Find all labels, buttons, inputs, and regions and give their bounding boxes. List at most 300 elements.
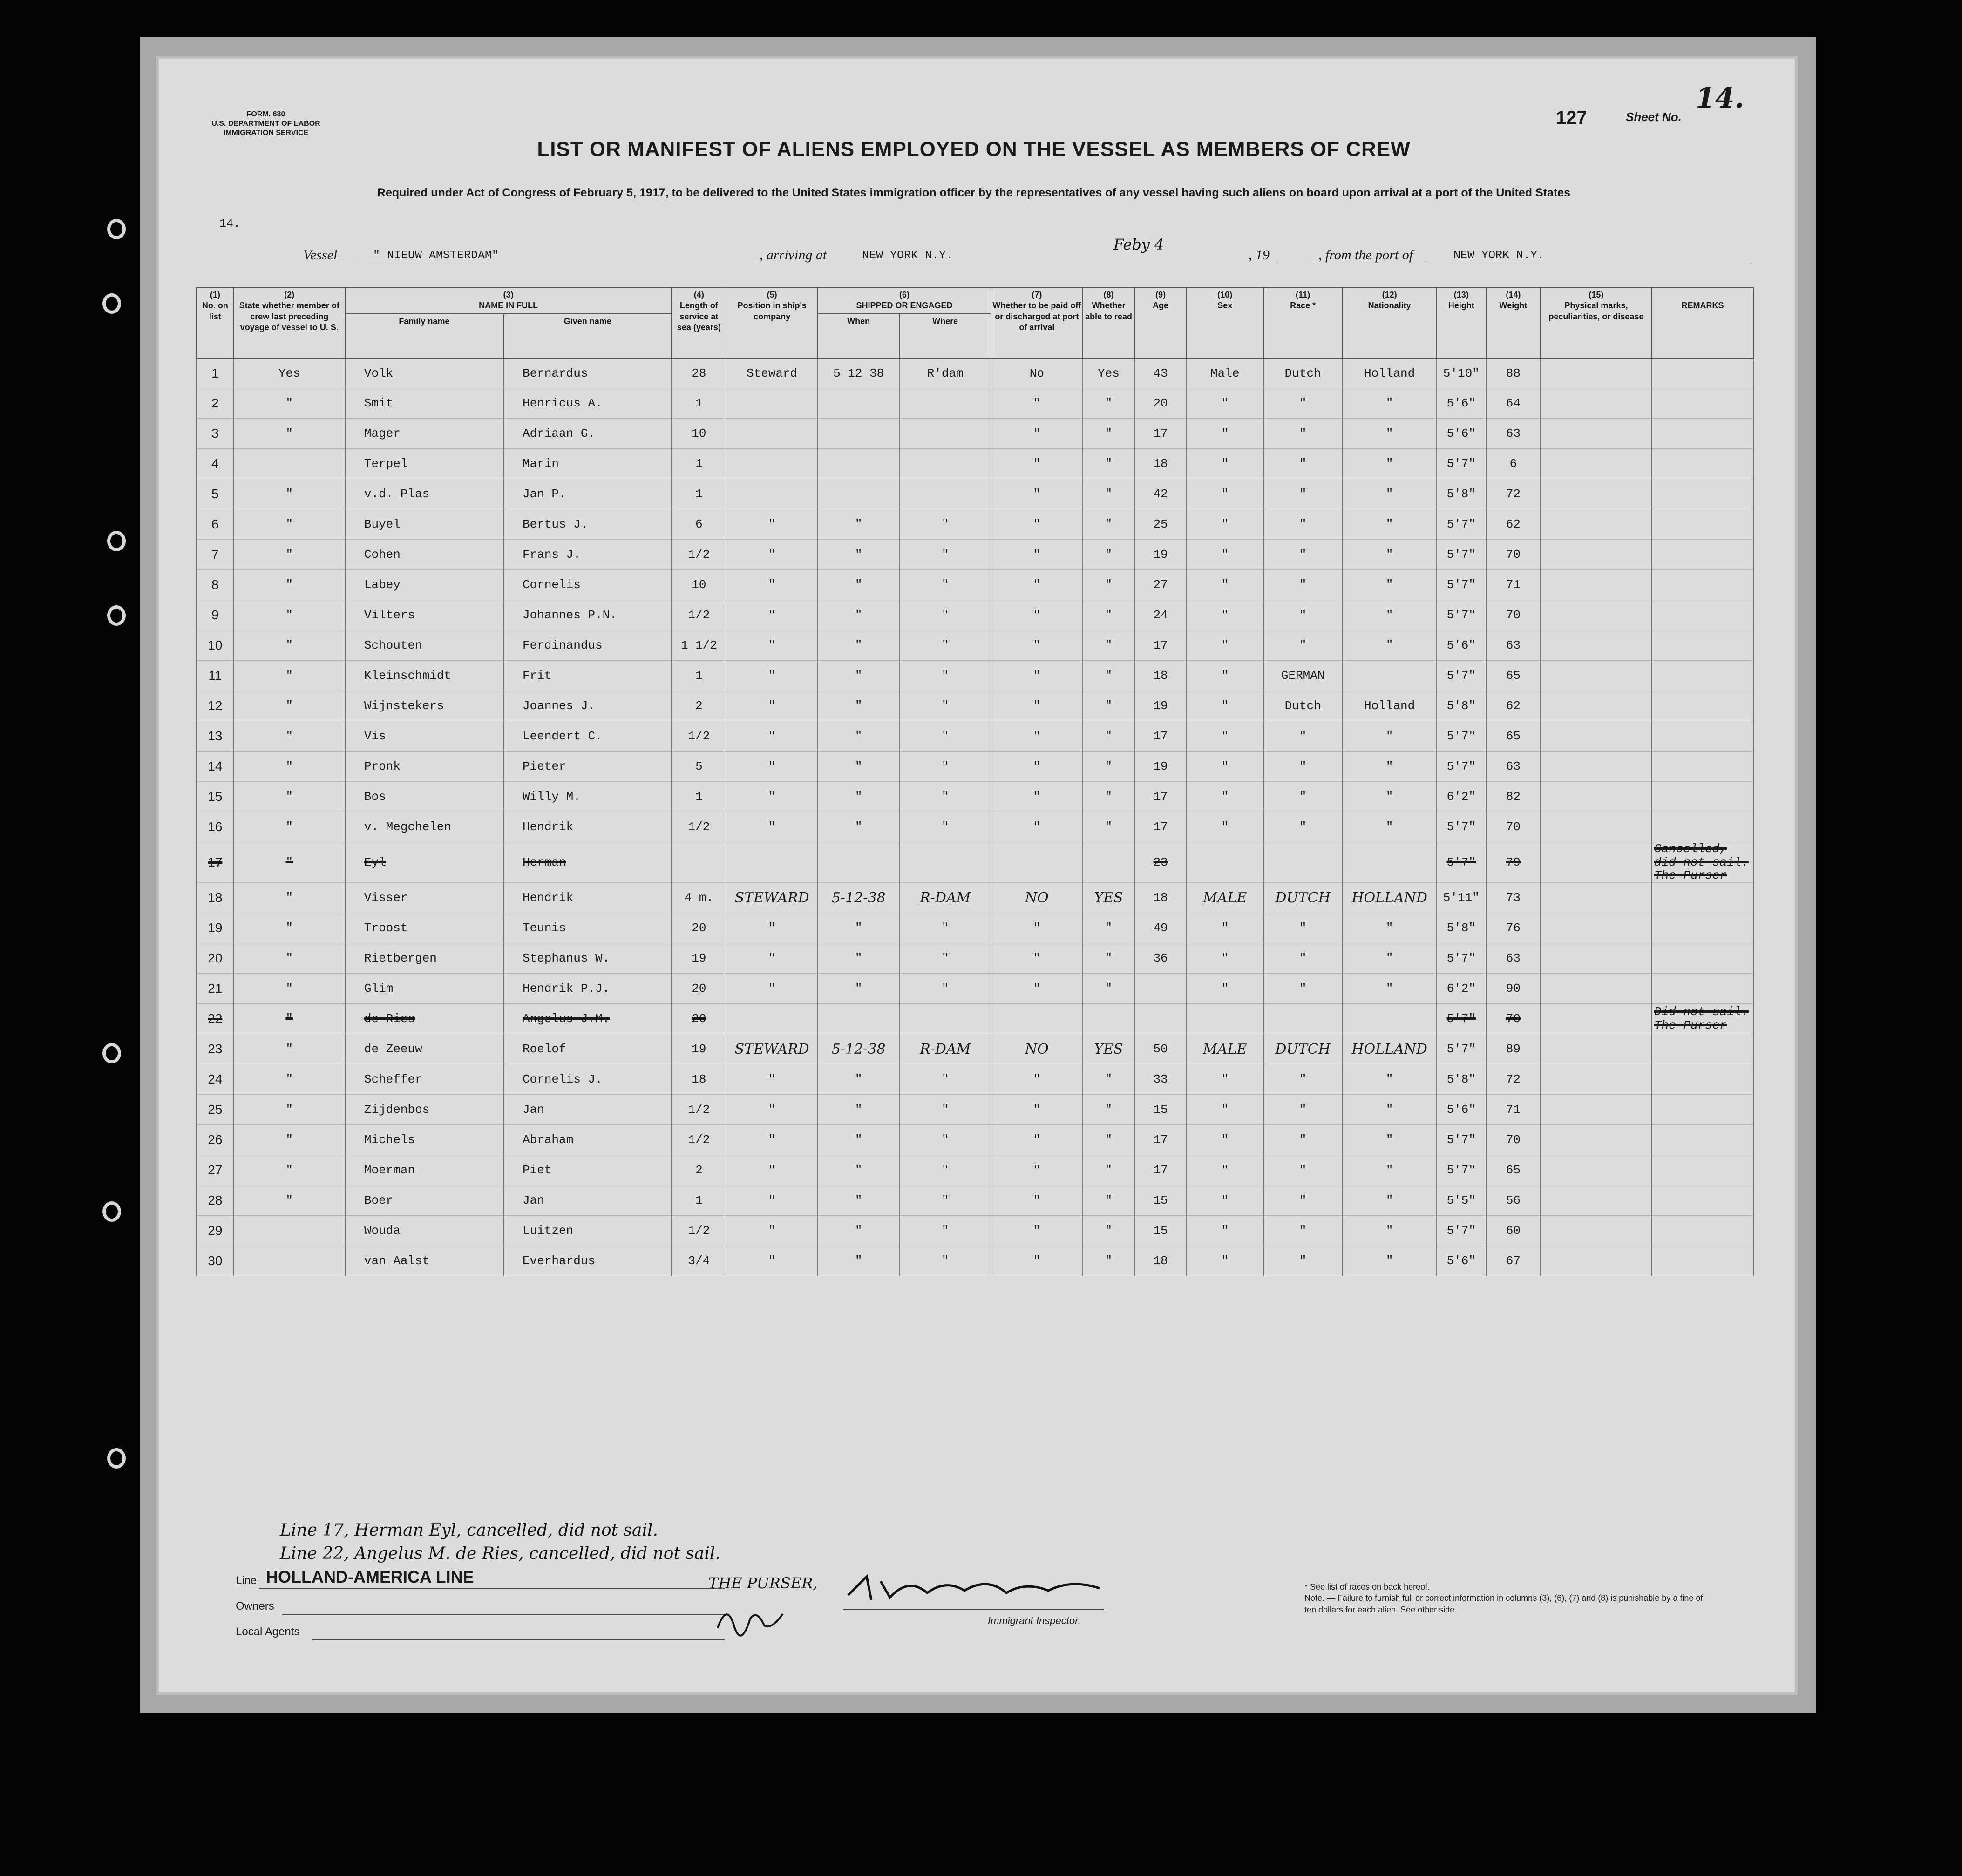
cell-row-number: 14 (197, 752, 234, 782)
cell-paid-off: " (991, 974, 1083, 1004)
cell-weight: 72 (1486, 479, 1541, 509)
cell-able-to-read: " (1083, 974, 1135, 1004)
col-header-name: (3) NAME IN FULL (345, 287, 672, 314)
cell-shipped-when: " (818, 691, 899, 721)
cell-physical-marks (1541, 1216, 1652, 1246)
cell-remarks (1652, 1125, 1753, 1155)
cell-given-name: Marin (503, 449, 672, 479)
cell-given-name: Adriaan G. (503, 419, 672, 449)
punch-hole (107, 219, 126, 239)
cell-position: " (726, 721, 818, 752)
cell-nationality: " (1343, 943, 1437, 974)
cell-service-length: 1 (672, 479, 726, 509)
col-header-position: (5) Position in ship's company (726, 287, 818, 358)
cell-family-name: Volk (345, 358, 503, 388)
cell-nationality: " (1343, 540, 1437, 570)
cell-shipped-where: " (899, 1216, 991, 1246)
cell-row-number: 9 (197, 600, 234, 630)
cell-shipped-when: 5 12 38 (818, 358, 899, 388)
cell-shipped-when: 5-12-38 (818, 1034, 899, 1064)
cell-position: " (726, 1125, 818, 1155)
line-fill-line (259, 1588, 725, 1589)
cell-position: STEWARD (726, 883, 818, 913)
cell-paid-off: " (991, 1185, 1083, 1216)
cell-shipped-where: " (899, 1125, 991, 1155)
cell-weight: 65 (1486, 1155, 1541, 1185)
cell-nationality: " (1343, 974, 1437, 1004)
cell-able-to-read: " (1083, 1155, 1135, 1185)
cell-position: " (726, 1216, 818, 1246)
cell-height: 5'6" (1437, 630, 1486, 661)
cell-height: 5'7" (1437, 1216, 1486, 1246)
cell-age (1134, 974, 1187, 1004)
cell-shipped-where: " (899, 540, 991, 570)
cell-age: 18 (1134, 883, 1187, 913)
cell-service-length: 20 (672, 1004, 726, 1034)
cell-position: STEWARD (726, 1034, 818, 1064)
cell-physical-marks (1541, 358, 1652, 388)
cell-sex (1187, 1004, 1263, 1034)
cell-given-name: Abraham (503, 1125, 672, 1155)
cell-row-number: 16 (197, 812, 234, 842)
cell-age: 25 (1134, 509, 1187, 540)
table-row (197, 782, 1753, 812)
cell-previous-voyage: " (234, 388, 345, 419)
cell-sex: " (1187, 600, 1263, 630)
cell-age (1134, 1004, 1187, 1034)
cell-family-name: Michels (345, 1125, 503, 1155)
owners-fill-line (282, 1614, 725, 1615)
cell-shipped-where: " (899, 752, 991, 782)
cell-family-name: Labey (345, 570, 503, 600)
cell-family-name: Smit (345, 388, 503, 419)
cell-row-number: 8 (197, 570, 234, 600)
cell-age: 17 (1134, 721, 1187, 752)
cell-row-number: 24 (197, 1064, 234, 1095)
cell-race: Dutch (1263, 691, 1343, 721)
cell-row-number: 25 (197, 1095, 234, 1125)
cell-position: " (726, 812, 818, 842)
cell-shipped-when (818, 1004, 899, 1034)
table-row (197, 974, 1753, 1004)
cell-row-number: 3 (197, 419, 234, 449)
cell-family-name: Zijdenbos (345, 1095, 503, 1125)
cell-given-name: Frans J. (503, 540, 672, 570)
cell-physical-marks (1541, 1034, 1652, 1064)
cell-able-to-read: " (1083, 1216, 1135, 1246)
cell-sex: " (1187, 943, 1263, 974)
cell-previous-voyage: " (234, 661, 345, 691)
cell-family-name: Wouda (345, 1216, 503, 1246)
cell-shipped-where: " (899, 630, 991, 661)
cell-row-number: 11 (197, 661, 234, 691)
cell-physical-marks (1541, 812, 1652, 842)
cell-race: " (1263, 721, 1343, 752)
cell-weight: 56 (1486, 1185, 1541, 1216)
cell-position (726, 479, 818, 509)
cell-shipped-where: " (899, 1155, 991, 1185)
cell-paid-off: " (991, 509, 1083, 540)
cell-family-name: Glim (345, 974, 503, 1004)
cell-nationality: " (1343, 1095, 1437, 1125)
cell-position (726, 449, 818, 479)
cell-previous-voyage: " (234, 1095, 345, 1125)
manifest-sheet (156, 56, 1798, 1695)
cell-race: " (1263, 540, 1343, 570)
cell-row-number: 21 (197, 974, 234, 1004)
cell-given-name: Bertus J. (503, 509, 672, 540)
vessel-label: Vessel (303, 247, 338, 263)
cell-height: 5'7" (1437, 509, 1486, 540)
cell-race: " (1263, 1246, 1343, 1276)
cell-shipped-when: " (818, 630, 899, 661)
cell-sex: " (1187, 570, 1263, 600)
cell-previous-voyage: " (234, 1185, 345, 1216)
cell-nationality: " (1343, 1185, 1437, 1216)
cell-nationality (1343, 1004, 1437, 1034)
cell-given-name: Angelus J.M. (503, 1004, 672, 1034)
col-header-paid-off: (7) Whether to be paid off or discharged at port of arrival (991, 287, 1083, 358)
cell-able-to-read: " (1083, 630, 1135, 661)
cell-able-to-read: " (1083, 1125, 1135, 1155)
cell-race (1263, 842, 1343, 883)
cell-service-length: 2 (672, 691, 726, 721)
cell-nationality: " (1343, 479, 1437, 509)
cell-shipped-when: " (818, 974, 899, 1004)
cell-position: " (726, 540, 818, 570)
cell-race: " (1263, 1155, 1343, 1185)
cell-given-name: Herman (503, 842, 672, 883)
cell-position: Steward (726, 358, 818, 388)
cell-row-number: 6 (197, 509, 234, 540)
cell-shipped-when: " (818, 1125, 899, 1155)
cell-remarks (1652, 943, 1753, 974)
cell-height: 5'6" (1437, 419, 1486, 449)
cell-weight: 62 (1486, 691, 1541, 721)
cell-nationality: " (1343, 388, 1437, 419)
cell-race: " (1263, 943, 1343, 974)
cell-able-to-read: " (1083, 509, 1135, 540)
cell-physical-marks (1541, 1185, 1652, 1216)
cell-age: 36 (1134, 943, 1187, 974)
cell-shipped-when: " (818, 1216, 899, 1246)
cell-position: " (726, 661, 818, 691)
cell-position: " (726, 1246, 818, 1276)
cell-height: 5'8" (1437, 479, 1486, 509)
cell-position: " (726, 974, 818, 1004)
cell-position: " (726, 1064, 818, 1095)
cell-service-length: 1/2 (672, 1216, 726, 1246)
cell-service-length: 1/2 (672, 721, 726, 752)
cell-row-number: 1 (197, 358, 234, 388)
cell-family-name: Bos (345, 782, 503, 812)
table-row (197, 1004, 1753, 1034)
table-row (197, 691, 1753, 721)
cell-sex: " (1187, 1064, 1263, 1095)
cell-shipped-where: " (899, 974, 991, 1004)
cell-position (726, 842, 818, 883)
table-row (197, 570, 1753, 600)
cell-position: " (726, 1185, 818, 1216)
cell-able-to-read: " (1083, 449, 1135, 479)
cell-service-length: 1 (672, 782, 726, 812)
cell-nationality: Holland (1343, 691, 1437, 721)
cell-able-to-read: " (1083, 812, 1135, 842)
purser-title: THE PURSER, (708, 1574, 818, 1592)
cell-remarks (1652, 782, 1753, 812)
cell-service-length: 3/4 (672, 1246, 726, 1276)
cell-remarks (1652, 1034, 1753, 1064)
cell-family-name: Vilters (345, 600, 503, 630)
cell-weight: 67 (1486, 1246, 1541, 1276)
cell-weight: 76 (1486, 913, 1541, 943)
cell-sex: " (1187, 752, 1263, 782)
cell-height: 5'8" (1437, 1064, 1486, 1095)
col-header-age: (9) Age (1134, 287, 1187, 358)
cell-given-name: Hendrik (503, 812, 672, 842)
cell-race: " (1263, 752, 1343, 782)
table-row (197, 419, 1753, 449)
cell-shipped-when: " (818, 600, 899, 630)
cell-able-to-read: " (1083, 752, 1135, 782)
service-name: IMMIGRATION SERVICE (223, 129, 309, 137)
cell-weight: 63 (1486, 419, 1541, 449)
col-header-previous-voyage: (2) State whether member of crew last preceding voyage of vessel to U. S. (234, 287, 345, 358)
cell-sex: " (1187, 449, 1263, 479)
cell-physical-marks (1541, 883, 1652, 913)
cell-weight: 71 (1486, 1095, 1541, 1125)
cell-age: 18 (1134, 661, 1187, 691)
cell-nationality: " (1343, 630, 1437, 661)
cell-age: 19 (1134, 540, 1187, 570)
cell-physical-marks (1541, 388, 1652, 419)
vessel-name: " NIEUW AMSTERDAM" (373, 249, 499, 262)
col-header-family-name: Family name (345, 314, 503, 358)
cell-given-name: Piet (503, 1155, 672, 1185)
cell-shipped-where: " (899, 812, 991, 842)
cell-row-number: 5 (197, 479, 234, 509)
cell-able-to-read: " (1083, 661, 1135, 691)
col-header-height: (13) Height (1437, 287, 1486, 358)
cell-sex: " (1187, 691, 1263, 721)
cell-race: " (1263, 449, 1343, 479)
cell-able-to-read: " (1083, 721, 1135, 752)
cell-previous-voyage: " (234, 1125, 345, 1155)
cell-shipped-where: " (899, 913, 991, 943)
line-company: HOLLAND-AMERICA LINE (266, 1567, 474, 1586)
cell-race: DUTCH (1263, 883, 1343, 913)
cell-sex: " (1187, 419, 1263, 449)
cell-paid-off: " (991, 752, 1083, 782)
cell-given-name: Jan (503, 1095, 672, 1125)
cell-able-to-read: " (1083, 540, 1135, 570)
cell-physical-marks (1541, 913, 1652, 943)
cell-height: 5'7" (1437, 1004, 1486, 1034)
table-row (197, 449, 1753, 479)
cell-remarks (1652, 570, 1753, 600)
table-row (197, 1034, 1753, 1064)
cell-position: " (726, 691, 818, 721)
cell-shipped-when: " (818, 1095, 899, 1125)
cell-physical-marks (1541, 1246, 1652, 1276)
table-row (197, 661, 1753, 691)
inspector-fill-line (843, 1609, 1104, 1610)
cell-family-name: Schouten (345, 630, 503, 661)
cell-row-number: 12 (197, 691, 234, 721)
cell-nationality: " (1343, 1125, 1437, 1155)
cell-given-name: Henricus A. (503, 388, 672, 419)
cell-age: 17 (1134, 1125, 1187, 1155)
cell-physical-marks (1541, 1064, 1652, 1095)
cell-age: 18 (1134, 1246, 1187, 1276)
cell-previous-voyage: " (234, 600, 345, 630)
cell-physical-marks (1541, 570, 1652, 600)
cell-weight: 71 (1486, 570, 1541, 600)
cell-nationality (1343, 842, 1437, 883)
cell-service-length: 6 (672, 509, 726, 540)
cell-nationality: " (1343, 1155, 1437, 1185)
cell-position: " (726, 943, 818, 974)
cell-previous-voyage: " (234, 913, 345, 943)
cell-paid-off: " (991, 600, 1083, 630)
cell-family-name: Vis (345, 721, 503, 752)
cell-shipped-when: " (818, 782, 899, 812)
cell-weight: 6 (1486, 449, 1541, 479)
cell-sex: " (1187, 509, 1263, 540)
col-header-shipped: (6) SHIPPED OR ENGAGED (818, 287, 991, 314)
cell-paid-off: " (991, 1125, 1083, 1155)
cell-position: " (726, 570, 818, 600)
cell-service-length: 1/2 (672, 1095, 726, 1125)
cell-weight: 63 (1486, 752, 1541, 782)
punch-hole (102, 293, 121, 314)
cell-shipped-where (899, 419, 991, 449)
col-header-able-to-read: (8) Whether able to read (1083, 287, 1135, 358)
cell-nationality: " (1343, 721, 1437, 752)
cell-age: 43 (1134, 358, 1187, 388)
cell-remarks (1652, 449, 1753, 479)
cell-paid-off: " (991, 691, 1083, 721)
cell-able-to-read: " (1083, 388, 1135, 419)
cell-previous-voyage: " (234, 1064, 345, 1095)
cell-nationality (1343, 661, 1437, 691)
cell-previous-voyage: " (234, 1155, 345, 1185)
cell-remarks (1652, 812, 1753, 842)
cell-row-number: 30 (197, 1246, 234, 1276)
cell-race: " (1263, 1095, 1343, 1125)
cell-service-length: 20 (672, 913, 726, 943)
cell-able-to-read: " (1083, 943, 1135, 974)
cell-given-name: Willy M. (503, 782, 672, 812)
cell-previous-voyage: " (234, 419, 345, 449)
cell-paid-off: " (991, 1095, 1083, 1125)
cell-position: " (726, 509, 818, 540)
table-row (197, 1125, 1753, 1155)
cell-weight: 72 (1486, 1064, 1541, 1095)
cell-position: " (726, 1155, 818, 1185)
cell-previous-voyage: " (234, 691, 345, 721)
cell-remarks (1652, 752, 1753, 782)
cell-age: 27 (1134, 570, 1187, 600)
cell-height: 5'7" (1437, 752, 1486, 782)
cell-service-length: 1 1/2 (672, 630, 726, 661)
cell-physical-marks (1541, 1004, 1652, 1034)
cell-nationality: " (1343, 913, 1437, 943)
cell-family-name: Terpel (345, 449, 503, 479)
cell-sex: MALE (1187, 1034, 1263, 1064)
page-subtitle: Required under Act of Congress of February 5, 1917, to be delivered to the United States immigration officer by the representatives of any vessel having such aliens on board upon arrival at a port of the United States (377, 186, 1571, 199)
cell-previous-voyage (234, 1246, 345, 1276)
table-row (197, 842, 1753, 883)
page-title: LIST OR MANIFEST OF ALIENS EMPLOYED ON THE VESSEL AS MEMBERS OF CREW (537, 138, 1411, 161)
cell-shipped-where: " (899, 1095, 991, 1125)
cell-race: " (1263, 1185, 1343, 1216)
cell-given-name: Teunis (503, 913, 672, 943)
cell-nationality: " (1343, 600, 1437, 630)
cell-height: 5'5" (1437, 1185, 1486, 1216)
cell-age: 17 (1134, 782, 1187, 812)
cell-family-name: Mager (345, 419, 503, 449)
cell-given-name: Jan P. (503, 479, 672, 509)
cell-given-name: Bernardus (503, 358, 672, 388)
cell-race: " (1263, 600, 1343, 630)
cell-shipped-where: " (899, 1064, 991, 1095)
cell-weight: 70 (1486, 600, 1541, 630)
cell-height: 5'7" (1437, 812, 1486, 842)
cell-able-to-read (1083, 842, 1135, 883)
col-header-where: Where (899, 314, 991, 358)
cell-weight: 90 (1486, 974, 1541, 1004)
cell-nationality: HOLLAND (1343, 883, 1437, 913)
inspector-signature (839, 1567, 1127, 1609)
cell-age: 50 (1134, 1034, 1187, 1064)
cell-shipped-when: " (818, 661, 899, 691)
cell-previous-voyage: " (234, 1004, 345, 1034)
cell-age: 17 (1134, 1155, 1187, 1185)
cell-shipped-where (899, 479, 991, 509)
cell-remarks (1652, 419, 1753, 449)
cell-given-name: Cornelis J. (503, 1064, 672, 1095)
cell-able-to-read (1083, 1004, 1135, 1034)
cell-shipped-when (818, 842, 899, 883)
cell-shipped-where (899, 1004, 991, 1034)
cell-sex: " (1187, 479, 1263, 509)
cell-remarks (1652, 721, 1753, 752)
cell-height: 5'7" (1437, 570, 1486, 600)
cell-nationality: HOLLAND (1343, 1034, 1437, 1064)
cell-row-number: 7 (197, 540, 234, 570)
table-row (197, 479, 1753, 509)
cell-height: 5'7" (1437, 721, 1486, 752)
col-header-physical-marks: (15) Physical marks, peculiarities, or disease (1541, 287, 1652, 358)
owners-label: Owners (236, 1600, 274, 1612)
cell-physical-marks (1541, 1095, 1652, 1125)
cell-height: 5'7" (1437, 1125, 1486, 1155)
cell-age: 19 (1134, 752, 1187, 782)
cell-nationality: " (1343, 449, 1437, 479)
year-label: , 19 (1249, 247, 1270, 263)
cell-family-name: Wijnstekers (345, 691, 503, 721)
cell-paid-off: " (991, 661, 1083, 691)
cell-race: " (1263, 913, 1343, 943)
crew-manifest-table (196, 287, 1754, 1276)
cell-paid-off: " (991, 540, 1083, 570)
cell-family-name: Cohen (345, 540, 503, 570)
cell-shipped-where: " (899, 721, 991, 752)
cell-race: GERMAN (1263, 661, 1343, 691)
cell-given-name: Leendert C. (503, 721, 672, 752)
cell-position: " (726, 600, 818, 630)
